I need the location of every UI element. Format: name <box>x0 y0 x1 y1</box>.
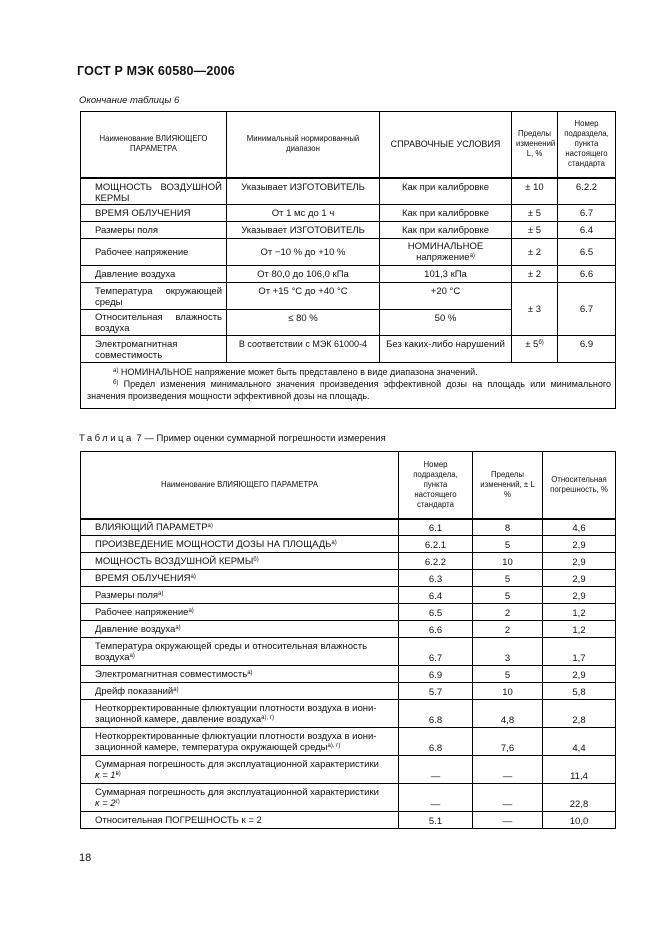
table-row <box>81 638 616 666</box>
table-row <box>81 283 616 310</box>
table-row <box>81 519 616 536</box>
t7-header-rel: Относительная погрешность, % <box>543 452 616 519</box>
t6-header-param: Наименование ВЛИЯЮЩЕГО ПАРАМЕТРА <box>81 112 227 178</box>
table-row <box>81 700 616 728</box>
t6-range: От −10 % до +10 % <box>227 239 380 266</box>
t6-header-range: Минимальный нормированный диапазон <box>227 112 380 178</box>
table-row <box>81 239 616 266</box>
t7-param: Относительная ПОГРЕШНОСТЬ к = 2 <box>81 812 399 829</box>
t7-limit: 8 <box>473 519 543 536</box>
t6-range: ≤ 80 % <box>227 310 380 336</box>
t6-range: От +15 °С до +40 °С <box>227 283 380 310</box>
t6-note-b <box>87 378 611 402</box>
footnote-mark: а), г) <box>327 742 341 749</box>
t6-param: Относительная влажность воздуха <box>81 310 227 336</box>
t6-range: От 80,0 до 106,0 кПа <box>227 266 380 283</box>
t7-param-text: ВЛИЯЮЩИЙ ПАРАМЕТР <box>95 521 208 533</box>
t7-param <box>81 784 399 812</box>
t6-ref-line2: напряжение <box>416 252 470 263</box>
t7-sub: 6.3 <box>399 570 473 587</box>
t7-limit: 10 <box>473 553 543 570</box>
table-row <box>81 666 616 683</box>
footnote-mark: б) <box>253 556 259 563</box>
t7-limit: — <box>473 756 543 784</box>
t7-param <box>81 621 399 638</box>
table-row <box>81 222 616 239</box>
footnote-mark: а) <box>175 624 181 631</box>
t6-param: Температура окружающей среды <box>81 283 227 310</box>
t7-param-line2: зационной камере, температура окружающей среды <box>95 741 328 753</box>
t7-sub: 6.6 <box>399 621 473 638</box>
table-6 <box>80 111 616 409</box>
table-row <box>81 205 616 222</box>
t7-param-line1: Неоткорректированные флюктуации плотности воздуха в иони- <box>95 702 377 714</box>
t6-range: Указывает ИЗГОТОВИТЕЛЬ <box>227 178 380 205</box>
t7-sub: 5.7 <box>399 683 473 700</box>
t6-param: Рабочее напряжение <box>81 239 227 266</box>
t6-notes <box>81 363 616 409</box>
footnote-mark: а) <box>247 669 253 676</box>
t7-rel: 11,4 <box>543 756 616 784</box>
t7-limit: 3 <box>473 638 543 666</box>
t7-param <box>81 604 399 621</box>
t6-ref: Как при калибровке <box>380 205 512 222</box>
t7-limit: 10 <box>473 683 543 700</box>
t6-param: Давление воздуха <box>81 266 227 283</box>
t7-param-line2: воздуха <box>95 651 130 663</box>
footnote-mark: а) <box>158 590 164 597</box>
table-row <box>81 266 616 283</box>
t6-limit <box>512 336 558 363</box>
t7-header-sub: Номер подраздела, пункта настоящего стандарта <box>399 452 473 519</box>
t7-rel: 1,2 <box>543 604 616 621</box>
t7-param <box>81 519 399 536</box>
t7-limit: 2 <box>473 621 543 638</box>
t7-limit: 5 <box>473 587 543 604</box>
document-header: ГОСТ Р МЭК 60580—2006 <box>77 64 235 78</box>
t7-rel: 2,9 <box>543 570 616 587</box>
t7-rel: 5,8 <box>543 683 616 700</box>
t6-limit: ± 3 <box>512 283 558 336</box>
t7-rel: 2,9 <box>543 666 616 683</box>
t7-limit: 5 <box>473 666 543 683</box>
t6-range: От 1 мс до 1 ч <box>227 205 380 222</box>
t6-ref <box>380 239 512 266</box>
table-row <box>81 553 616 570</box>
t6-param: ВРЕМЯ ОБЛУЧЕНИЯ <box>81 205 227 222</box>
t7-param-line2: к = 1 <box>95 769 116 781</box>
t7-sub: — <box>399 756 473 784</box>
table-row <box>81 621 616 638</box>
t6-header-limits: Пределы изменений L, % <box>512 112 558 178</box>
t6-sub: 6.4 <box>558 222 616 239</box>
t6-ref: +20 °С <box>380 283 512 310</box>
t6-limit: ± 5 <box>512 222 558 239</box>
table-row <box>81 587 616 604</box>
table-row <box>81 728 616 756</box>
t7-rel: 4,6 <box>543 519 616 536</box>
t7-rel: 4,4 <box>543 728 616 756</box>
t7-param-text: Размеры поля <box>95 589 159 601</box>
t6-limit: ± 2 <box>512 239 558 266</box>
t6-note-b-text: Предел изменения минимального значения произведения эффективной дозы на площадь или минимального значения произведения мощности эффективной дозы на площадь. <box>87 379 611 401</box>
t7-sub: 6.7 <box>399 638 473 666</box>
t6-sub: 6.9 <box>558 336 616 363</box>
t7-sub: 6.2.2 <box>399 553 473 570</box>
t7-param <box>81 700 399 728</box>
table-row <box>81 604 616 621</box>
t7-rel: 1,2 <box>543 621 616 638</box>
t7-param <box>81 728 399 756</box>
table-row <box>81 570 616 587</box>
t7-sub: 6.5 <box>399 604 473 621</box>
footnote-mark: а) <box>190 573 196 580</box>
t7-limit: 5 <box>473 570 543 587</box>
t6-header-sub: Номер подраздела, пункта настоящего стандарта <box>558 112 616 178</box>
page-number: 18 <box>79 852 92 864</box>
t6-param: Электромагнитная совместимость <box>81 336 227 363</box>
t7-sub: 6.4 <box>399 587 473 604</box>
t7-limit: — <box>473 784 543 812</box>
t7-param-line2: к = 2 <box>95 797 116 809</box>
t7-sub: 6.2.1 <box>399 536 473 553</box>
t6-sub: 6.2.2 <box>558 178 616 205</box>
footnote-mark: а) <box>113 368 119 374</box>
t7-param-text: Давление воздуха <box>95 623 176 635</box>
t7-limit: 4,8 <box>473 700 543 728</box>
t7-sub: 6.8 <box>399 700 473 728</box>
t7-limit: 7,6 <box>473 728 543 756</box>
t6-sub: 6.5 <box>558 239 616 266</box>
table-row <box>81 812 616 829</box>
t6-limit: ± 10 <box>512 178 558 205</box>
t6-range: В соответствии с МЭК 61000-4 <box>227 336 380 363</box>
t7-param <box>81 553 399 570</box>
table-row <box>81 756 616 784</box>
t7-param-text: Рабочее напряжение <box>95 606 189 618</box>
t7-param <box>81 536 399 553</box>
t6-limit-value: ± 5 <box>525 339 539 350</box>
t6-ref: 101,3 кПа <box>380 266 512 283</box>
t7-param-line2: зационной камере, давление воздуха <box>95 713 262 725</box>
t6-range: Указывает ИЗГОТОВИТЕЛЬ <box>227 222 380 239</box>
footnote-mark: а) <box>188 607 194 614</box>
footnote-mark: а), г) <box>261 714 275 721</box>
t7-limit: 5 <box>473 536 543 553</box>
t6-param: МОЩНОСТЬ ВОЗДУШНОЙ КЕРМЫ <box>81 178 227 205</box>
footnote-mark: г) <box>115 798 120 805</box>
t6-sub: 6.6 <box>558 266 616 283</box>
footnote-mark: а) <box>207 522 213 529</box>
footnote-mark: а) <box>331 539 337 546</box>
t6-ref: Без каких-либо нарушений <box>380 336 512 363</box>
table-row <box>81 178 616 205</box>
t6-param: Размеры поля <box>81 222 227 239</box>
t7-param <box>81 587 399 604</box>
t7-param-text: ВРЕМЯ ОБЛУЧЕНИЯ <box>95 572 191 584</box>
t7-rel: 2,9 <box>543 587 616 604</box>
footnote-mark: а) <box>173 686 179 693</box>
footnote-mark: в) <box>115 770 121 777</box>
t7-sub: 6.9 <box>399 666 473 683</box>
t6-limit: ± 5 <box>512 205 558 222</box>
t7-header-param: Наименование ВЛИЯЮЩЕГО ПАРАМЕТРА <box>81 452 399 519</box>
t6-note-a-text: НОМИНАЛЬНОЕ напряжение может быть представлено в виде диапазона значений. <box>120 367 478 377</box>
table-row <box>81 683 616 700</box>
footnote-mark: а) <box>129 652 135 659</box>
t6-ref: Как при калибровке <box>380 222 512 239</box>
t7-param-line1: Неоткорректированные флюктуации плотности воздуха в иони- <box>95 730 377 742</box>
t7-param <box>81 570 399 587</box>
footnote-mark: б) <box>113 380 119 386</box>
t7-rel: 10,0 <box>543 812 616 829</box>
t7-limit: — <box>473 812 543 829</box>
t6-ref-line1: НОМИНАЛЬНОЕ <box>407 241 484 252</box>
footnote-mark: а) <box>469 253 475 259</box>
t7-param <box>81 756 399 784</box>
t6-note-a <box>87 366 611 378</box>
t7-param-line1: Температура окружающей среды и относительная влажность <box>95 640 368 652</box>
t7-param-text: Дрейф показаний <box>95 685 174 697</box>
t7-rel: 2,8 <box>543 700 616 728</box>
t6-sub: 6.7 <box>558 283 616 336</box>
t7-sub: 6.1 <box>399 519 473 536</box>
table7-caption-prefix: Таблица <box>79 433 134 444</box>
t7-param <box>81 666 399 683</box>
t6-ref: Как при калибровке <box>380 178 512 205</box>
t7-param-line1: Суммарная погрешность для эксплуатационной характеристики <box>95 758 379 770</box>
t7-sub: 6.8 <box>399 728 473 756</box>
table7-caption-text: 7 — Пример оценки суммарной погрешности измерения <box>136 433 386 444</box>
t6-header-ref: СПРАВОЧНЫЕ УСЛОВИЯ <box>380 112 512 178</box>
t7-sub: — <box>399 784 473 812</box>
t7-param <box>81 638 399 666</box>
t7-param-text: МОЩНОСТЬ ВОЗДУШНОЙ КЕРМЫ <box>95 555 254 567</box>
table-row <box>81 784 616 812</box>
t7-rel: 1,7 <box>543 638 616 666</box>
table-row <box>81 336 616 363</box>
footnote-mark: б) <box>538 340 544 346</box>
t7-limit: 2 <box>473 604 543 621</box>
t7-rel: 22,8 <box>543 784 616 812</box>
t7-param <box>81 683 399 700</box>
t7-param-text: Электромагнитная совместимость <box>95 668 248 680</box>
t7-param-line1: Суммарная погрешность для эксплуатационной характеристики <box>95 786 379 798</box>
t6-limit: ± 2 <box>512 266 558 283</box>
t7-header-limits: Пределы изменений, ± L % <box>473 452 543 519</box>
table-row <box>81 536 616 553</box>
t6-notes-cell <box>81 363 616 409</box>
t6-sub: 6.7 <box>558 205 616 222</box>
t6-ref: 50 % <box>380 310 512 336</box>
table-7 <box>80 451 616 829</box>
t7-param-text: ПРОИЗВЕДЕНИЕ МОЩНОСТИ ДОЗЫ НА ПЛОЩАДЬ <box>95 538 332 550</box>
t7-sub: 5.1 <box>399 812 473 829</box>
t7-rel: 2,9 <box>543 553 616 570</box>
table6-caption: Окончание таблицы 6 <box>79 95 180 106</box>
t7-rel: 2,9 <box>543 536 616 553</box>
table7-caption <box>79 433 386 444</box>
